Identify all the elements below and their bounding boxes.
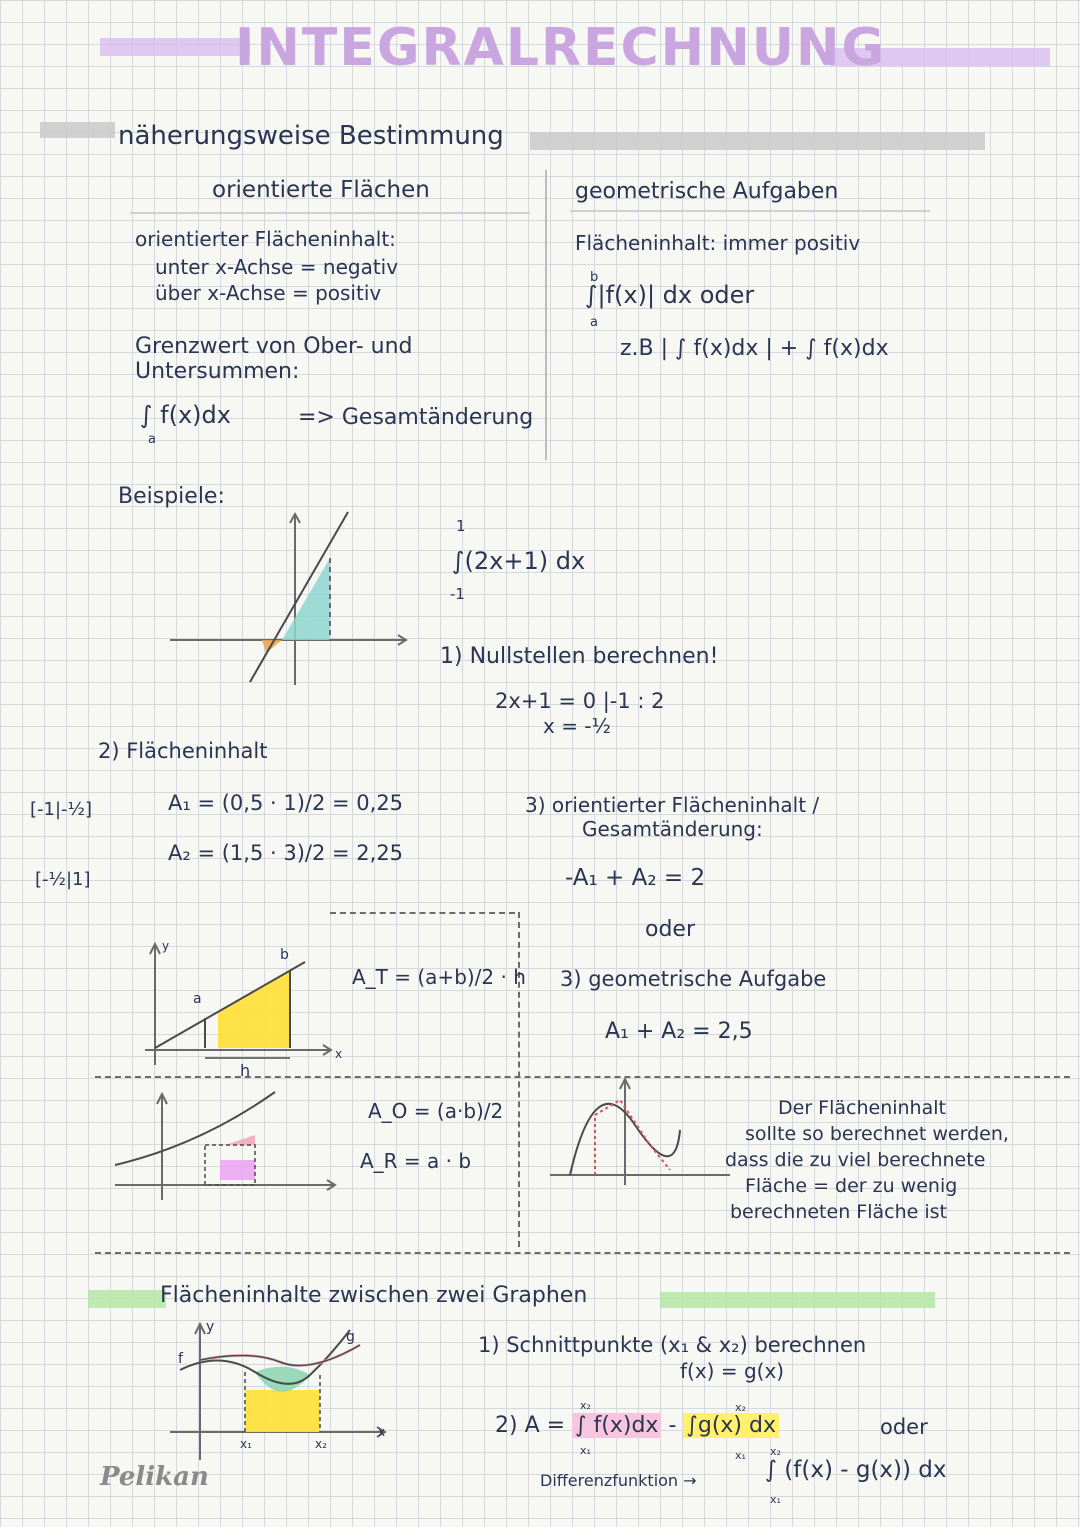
right-heading: geometrische Aufgaben	[575, 179, 839, 204]
page-title: INTEGRALRECHNUNG	[235, 18, 887, 78]
note-line5: berechneten Fläche ist	[730, 1201, 947, 1223]
column-divider	[545, 170, 547, 460]
between-label-y: y	[206, 1319, 215, 1335]
linear-area-positive	[282, 558, 330, 640]
interval1: [-1|-½]	[30, 799, 92, 820]
left-line5: Untersummen:	[135, 359, 300, 384]
between-lim-lo-f: x₁	[580, 1444, 591, 1457]
rect-area-under	[220, 1160, 255, 1180]
section-highlight-right	[660, 1292, 935, 1308]
left-line3: über x-Achse = positiv	[155, 281, 382, 305]
trap-label-x: x	[335, 1047, 343, 1061]
step3-sub: Gesamtänderung:	[582, 817, 763, 841]
example-integral: ∫(2x+1) dx	[452, 547, 586, 575]
area-a1: A₁ = (0,5 · 1)/2 = 0,25	[168, 791, 404, 815]
right-line2-lower: a	[590, 315, 598, 330]
right-line1: Flächeninhalt: immer positiv	[575, 231, 861, 255]
trap-label-h: h	[240, 1061, 251, 1080]
left-integral: ∫ f(x)dx	[140, 401, 231, 429]
left-result: => Gesamtänderung	[298, 405, 534, 430]
examples-label: Beispiele:	[118, 484, 225, 509]
intro-heading: näherungsweise Bestimmung	[118, 121, 504, 151]
trapezoid-formula: A_T = (a+b)/2 · h	[352, 965, 526, 989]
step3-geo-equation: A₁ + A₂ = 2,5	[605, 1019, 753, 1044]
left-line4: Grenzwert von Ober- und	[135, 334, 413, 359]
example-integral-upper: 1	[456, 517, 466, 535]
note-line2: sollte so berechnet werden,	[745, 1123, 1009, 1145]
interval2: [-½|1]	[35, 869, 91, 890]
between-step1: 1) Schnittpunkte (x₁ & x₂) berechnen	[478, 1333, 867, 1357]
trap-label-b: b	[280, 947, 289, 963]
left-integral-lower: a	[148, 432, 156, 447]
left-line1: orientierter Flächeninhalt:	[135, 227, 396, 251]
between-step2-or: oder	[880, 1415, 928, 1439]
step1-heading: 1) Nullstellen berechnen!	[440, 644, 719, 669]
section-highlight-left	[88, 1290, 166, 1308]
trap-area	[218, 970, 290, 1048]
separator-1	[330, 912, 515, 914]
step1-solution: x = -½	[543, 714, 611, 738]
between-step1-eq: f(x) = g(x)	[680, 1359, 785, 1383]
right-line2-upper: b	[590, 270, 599, 285]
trap-label-a: a	[193, 991, 202, 1007]
step1-equation: 2x+1 = 0 |-1 : 2	[495, 689, 665, 713]
between-step2-minus: -	[668, 1413, 677, 1438]
between-step2-g: ∫g(x) dx	[683, 1413, 779, 1438]
between-label-x1: x₁	[240, 1437, 252, 1451]
bump-approx	[595, 1100, 670, 1175]
rect-formula-o: A_O = (a·b)/2	[368, 1099, 504, 1123]
between-lim-hi-f: x₂	[580, 1399, 591, 1412]
note-line3: dass die zu viel berechnete	[725, 1149, 986, 1171]
left-line2: unter x-Achse = negativ	[155, 255, 399, 279]
between-step3-formula: ∫ (f(x) - g(x)) dx	[765, 1457, 947, 1483]
between-step2-f: ∫ f(x)dx	[572, 1413, 661, 1438]
between-step2	[495, 1414, 779, 1438]
between-step3-label: Differenzfunktion →	[540, 1471, 697, 1490]
between-step3-lim-lo: x₁	[770, 1493, 781, 1506]
rect-formula: A_R = a · b	[360, 1149, 472, 1173]
between-area-yellow	[245, 1390, 320, 1432]
trap-label-y: y	[162, 939, 170, 953]
between-lim-hi-g: x₂	[735, 1401, 746, 1414]
between-area-green	[255, 1367, 310, 1392]
step3-equation: -A₁ + A₂ = 2	[565, 865, 706, 891]
separator-4	[95, 1252, 1070, 1254]
between-lim-lo-g: x₁	[735, 1449, 746, 1462]
between-heading: Flächeninhalte zwischen zwei Graphen	[160, 1283, 588, 1308]
note-line1: Der Flächeninhalt	[778, 1097, 946, 1119]
between-label-f: f	[178, 1351, 183, 1367]
between-graph	[160, 1320, 400, 1470]
step3-heading: 3) orientierter Flächeninhalt /	[525, 793, 820, 817]
brand-logo: Pelikan	[100, 1462, 209, 1492]
rect-curve	[115, 1092, 275, 1165]
left-heading-underline	[130, 212, 530, 214]
right-heading-underline	[570, 210, 930, 212]
intro-highlight-right	[530, 132, 985, 150]
linear-function	[250, 512, 348, 682]
right-line3: z.B | ∫ f(x)dx | + ∫ f(x)dx	[620, 336, 889, 361]
separator-2	[518, 912, 520, 1247]
between-label-x: x	[378, 1425, 386, 1439]
rect-area-over	[225, 1135, 255, 1145]
step2-heading: 2) Flächeninhalt	[98, 739, 268, 763]
between-step3-lim-hi: x₂	[770, 1445, 781, 1458]
step3-or: oder	[645, 917, 696, 942]
rectangle-graph	[110, 1090, 340, 1220]
step3-geo: 3) geometrische Aufgabe	[560, 967, 827, 991]
between-label-x2: x₂	[315, 1437, 327, 1451]
example-integral-lower: -1	[450, 585, 465, 603]
between-label-g: g	[346, 1329, 355, 1345]
title-highlight-left	[100, 38, 250, 56]
linear-graph	[170, 510, 410, 690]
area-a2: A₂ = (1,5 · 3)/2 = 2,25	[168, 841, 404, 865]
note-line4: Fläche = der zu wenig	[745, 1175, 958, 1197]
right-line2: ∫|f(x)| dx oder	[585, 281, 755, 309]
left-heading: orientierte Flächen	[212, 177, 430, 203]
intro-highlight	[40, 122, 115, 138]
bump-graph	[540, 1075, 740, 1200]
trapezoid-graph	[140, 940, 343, 1080]
between-step2-prefix: 2) A =	[495, 1413, 566, 1438]
